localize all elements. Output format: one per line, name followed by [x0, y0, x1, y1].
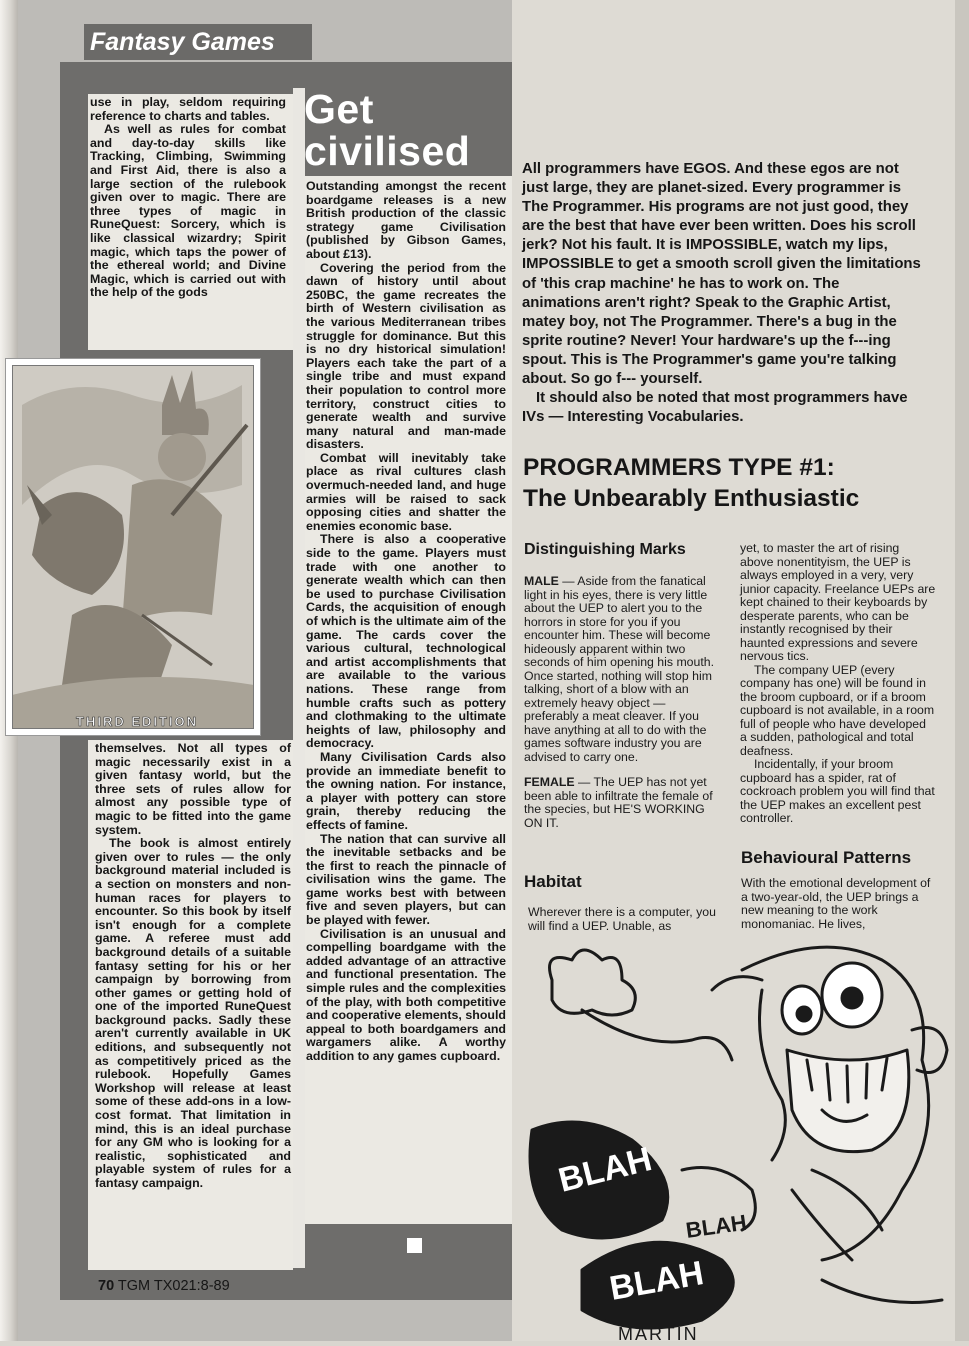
paragraph: Many Civilisation Cards also provide an immediate benefit to the owning nation. For instance, a player with pottery can store grain, thereby reducing the effects of famine.: [306, 749, 506, 832]
marks-text: [524, 575, 722, 830]
paragraph: It should also be noted that most programmers have IVs — Interesting Vocabularies.: [522, 390, 908, 426]
paragraph: Civilisation is an unusual and compelling boardgame with the added advantage of an attractive and functional presentation. The simple rules and the complexities of the play, with both competitive and cooperative elements, should appeal to both boardgamers and wargamers alike. A worthy addition to any games cupboard.: [306, 926, 506, 1063]
cartoon-drawing: [522, 930, 952, 1341]
section-header: Fantasy Games: [84, 24, 312, 60]
paragraph: The company UEP (every company has one) will be found in the broom cupboard, or if a broom cupboard is not available, in a room full of people who have developed a sudden, pathological and total deafness.: [740, 662, 935, 758]
right-column-text: [740, 542, 936, 826]
paragraph: Incidentally, if your broom cupboard has a spider, rat of cockroach problem you will find that the UEP makes an excellent pest controller.: [740, 757, 935, 825]
cartoon-illustration: [522, 930, 952, 1341]
artist-signature: MARTIN: [618, 1324, 699, 1341]
paragraph: Covering the period from the dawn of history until about 250BC, the game recreates the birth of Western civilisation as the various Mediterranean tribes struggle for dominance. But this is no dry historical simulation! Players each take the part of a single tribe and must expand their population to control more territory, construct cities to generate wealth and survive many natural and man-made disasters.: [306, 260, 506, 452]
paragraph: The nation that can survive all the inevitable setbacks and be the first to reach the pinnacle of civilisation wins the game. The game works best with between five and seven players, but can be played with fewer.: [306, 831, 506, 928]
paragraph: themselves. Not all types of magic necessarily exist in a given fantasy world, but the three sets of rules allow for almost any possible type of magic to be fitted into the game system.: [95, 741, 291, 837]
female-paragraph: [524, 776, 722, 830]
habitat-heading: Habitat: [524, 872, 582, 891]
left-column-text-top: [90, 96, 286, 300]
paragraph: Combat will inevitably take place as rival cultures clash overmuch-needed land, and huge armies will be raised to sack opposing cities and shatter the enemies economic base.: [306, 450, 506, 533]
programmers-intro: [522, 160, 922, 427]
paragraph: All programmers have EGOS. And these egos are not just large, they are planet-sized. Every programmer is The Programmer. His programs are not just good, they are the best that have ever been written. Does his scroll jerk? Not his fault. It is IMPOSSIBLE, watch my lips, IMPOSSIBLE to get a smooth scroll given the limitations of 'this crap machine' he has to work on. The animations aren't right? Speak to the Graphic Artist, matey boy, not The Programmer. There's a bug in the sprite routine? Never! Your hardware's up the f---ing spout. This is The Programmer's game you're talking about. So go f--- yourself.: [522, 161, 921, 388]
behavioural-patterns-heading: Behavioural Patterns: [741, 848, 912, 867]
female-label: FEMALE: [524, 775, 575, 789]
headline-line: civilised: [304, 128, 471, 174]
article-body: [306, 180, 506, 1064]
paragraph: There is also a cooperative side to the game. Players must trade with one another to generate wealth which can then be used to purchase Civilisation Cards, the acquisition of enough of which is the ultimate aim of the game. The cards cover the various cultural, technological and artist accomplishments that are available to the various nations. These range from humble crafts such as pottery and clothmaking to the ultimate heights of law, philosophy and democracy.: [306, 532, 506, 751]
male-label: MALE: [524, 574, 559, 588]
distinguishing-marks-heading: Distinguishing Marks: [524, 541, 686, 558]
cover-caption: THIRD EDITION: [76, 714, 199, 729]
programmer-type-heading: [523, 452, 859, 514]
paragraph: Outstanding amongst the recent boardgame releases is a new British production of the classic strategy game Civilisation (published by Gibson Games, about £13).: [306, 179, 506, 261]
right-page-edge: [955, 0, 969, 1341]
behavioural-text: With the emotional development of a two-year-old, the UEP brings a new meaning to the work monomaniac. He lives,: [741, 876, 931, 931]
male-text: — Aside from the fanatical light in his eyes, there is very little about the UEP to alert you to the horrors in store for you if you encounter him. These will become hideously apparent within two seconds of him opening his mouth. Once started, nothing will stop him talking, short of a blow with an extremely heavy object — preferably a meat cleaver. If you have anything at all to do with the games software industry you are advised to carry one.: [524, 574, 715, 764]
headline-line: Get: [304, 86, 374, 132]
issue-reference: TGM TX021:8-89: [117, 1278, 230, 1294]
warrior-illustration: [12, 365, 254, 729]
habitat-text: Wherever there is a computer, you will find a UEP. Unable, as: [528, 905, 716, 933]
end-of-article-mark: [407, 1238, 422, 1253]
article-headline: [304, 88, 470, 172]
column-gutter: [293, 88, 305, 1268]
female-text: — The UEP has not yet been able to infiltrate the female of the species, but HE'S WORKING ON IT.: [524, 775, 713, 830]
heading-line: PROGRAMMERS TYPE #1:: [523, 454, 835, 481]
paragraph: yet, to master the art of rising above nonentityism, the UEP is always employed in a very, very junior capacity. Freelance UEPs are kept chained to their keyboards by desperate parents, who can be instantly recognised by their haunted expressions and severe nervous tics.: [740, 541, 936, 663]
paragraph: The book is almost entirely given over to rules — the only background material included is a section on monsters and non-human races for players to encounter. So this book by itself isn't enough for a complete game. A referee must add background details of a suitable fantasy setting for his or her campaign by borrowing from other games or getting hold of one of the imported RuneQuest background packs. Sadly these aren't currently available in UK editions, and subsequently not as competitively priced as the rulebook. Hopefully Games Workshop will release at least some of these add-ons in a low-cost format. That limitation in mind, this is an ideal purchase for any GM who is looking for a realistic, sophisticated and playable system of rules for a fantasy campaign.: [95, 836, 291, 1190]
left-column-text-bottom: [95, 742, 291, 1191]
male-paragraph: [524, 575, 722, 764]
blah-text-3: BLAH: [684, 1209, 749, 1243]
blah-text-2: BLAH: [606, 1254, 707, 1308]
page-number: 70: [98, 1278, 115, 1294]
paragraph: As well as rules for combat and day-to-day skills like Tracking, Climbing, Swimming and First Aid, there is also a large section of the rulebook given over to magic. There are three types of magic in RuneQuest: Sorcery, which is like classical wizardry; Spirit magic, which taps the power of the ethereal world; and Divine Magic, which is carried out with the help of the gods: [90, 122, 286, 300]
page-footer: [98, 1278, 230, 1294]
paragraph: use in play, seldom requiring reference to charts and tables.: [90, 95, 286, 123]
rulebook-cover-image: [5, 358, 261, 736]
heading-line: The Unbearably Enthusiastic: [523, 485, 860, 512]
blah-text-1: BLAH: [554, 1140, 656, 1200]
